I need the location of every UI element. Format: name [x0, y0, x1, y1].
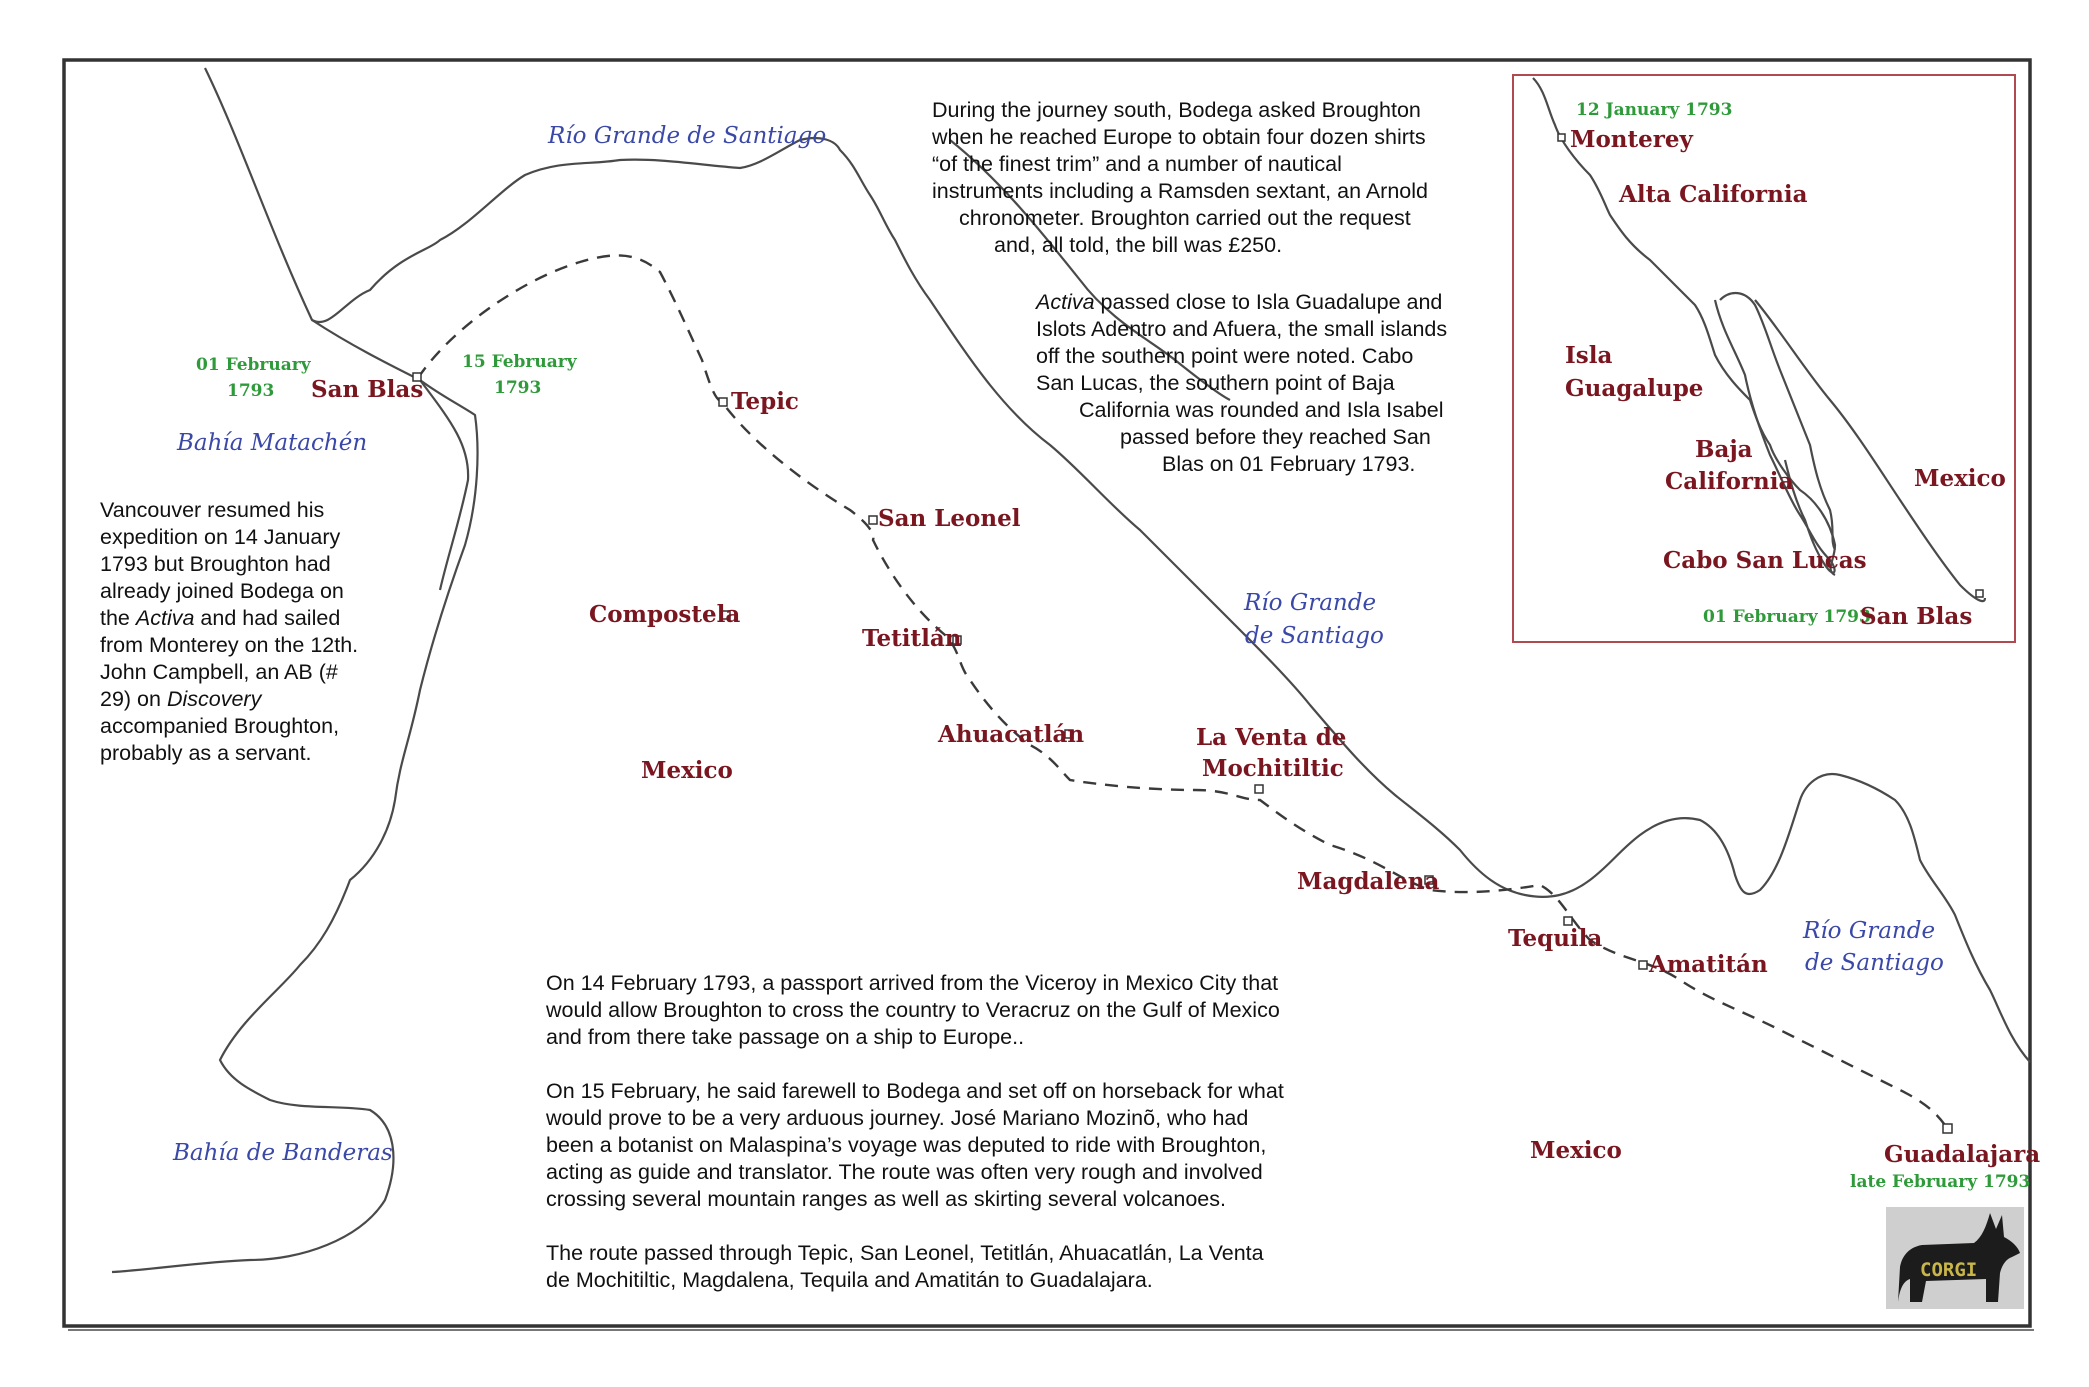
note-line: expedition on 14 January [100, 525, 341, 549]
note-line: passed before they reached San [1120, 425, 1431, 449]
town-marker-la-venta [1255, 785, 1263, 793]
inset-marker-san-blas [1976, 590, 1983, 597]
note-line: “of the finest trim” and a number of nautical [932, 152, 1342, 176]
note-line [100, 686, 440, 713]
label-san-blas: San Blas [311, 376, 424, 403]
logo-text: CORGI [1920, 1259, 1978, 1281]
label-magdalena: Magdalena [1297, 868, 1440, 895]
note-line: acting as guide and translator. The route was often very rough and involved [546, 1160, 1263, 1184]
note-line: would allow Broughton to cross the country to Veracruz on the Gulf of Mexico [546, 998, 1280, 1022]
note-line: been a botanist on Malaspina’s voyage was deputed to ride with Broughton, [546, 1133, 1267, 1157]
inset-marker-monterey [1558, 134, 1565, 141]
note-line: On 14 February 1793, a passport arrived from the Viceroy in Mexico City that [546, 971, 1279, 995]
label-compostela: Compostela [589, 601, 741, 628]
note-text: and had sailed [194, 606, 341, 630]
note-line: On 15 February, he said farewell to Bodega and set off on horseback for what [546, 1079, 1284, 1103]
note-line: Islots Adentro and Afuera, the small islands [1036, 317, 1448, 341]
date-late-feb: late February 1793 [1850, 1172, 2031, 1192]
note-line: and, all told, the bill was £250. [994, 233, 1283, 257]
inset-label-isla-2: Guagalupe [1565, 375, 1704, 402]
label-ahuacatlan: Ahuacatlán [938, 721, 1085, 748]
inset-label-baja-1: Baja [1695, 436, 1753, 463]
paragraph-gap [546, 1051, 1446, 1078]
label-san-leonel: San Leonel [878, 505, 1021, 532]
note-text: 29) on [100, 687, 167, 711]
note-line: already joined Bodega on [100, 579, 344, 603]
note-line: when he reached Europe to obtain four dozen shirts [932, 125, 1426, 149]
date-feb01-line2: 1793 [227, 381, 275, 401]
label-amatitan: Amatitán [1649, 951, 1768, 978]
corgi-logo [1886, 1207, 2024, 1309]
note-line: San Lucas, the southern point of Baja [1036, 371, 1395, 395]
town-marker-tequila [1564, 917, 1572, 925]
label-guadalajara: Guadalajara [1884, 1141, 2041, 1168]
note-line: accompanied Broughton, [100, 714, 340, 738]
note-line: chronometer. Broughton carried out the request [959, 206, 1411, 230]
date-feb15-line2: 1793 [494, 378, 542, 398]
label-mexico-west: Mexico [641, 757, 733, 784]
note-line: instruments including a Ramsden sextant, an Arnold [932, 179, 1428, 203]
note-line: de Mochitiltic, Magdalena, Tequila and Amatitán to Guadalajara. [546, 1268, 1153, 1292]
note-line: 1793 but Broughton had [100, 552, 331, 576]
note-line: would prove to be a very arduous journey. José Mariano Mozinõ, who had [546, 1106, 1249, 1130]
label-bahia-banderas: Bahía de Banderas [173, 1140, 393, 1166]
note-line: The route passed through Tepic, San Leonel, Tetitlán, Ahuacatlán, La Venta [546, 1241, 1264, 1265]
inset-map [1513, 75, 2015, 642]
note-line: off the southern point were noted. Cabo [1036, 344, 1414, 368]
label-rio-grande-right-2: de Santiago [1805, 950, 1944, 976]
town-marker-tepic [719, 398, 727, 406]
ship-name: Activa [135, 606, 195, 630]
note-passport-journey [546, 970, 1446, 1294]
ship-name: Discovery [166, 687, 262, 711]
note-line: probably as a servant. [100, 741, 312, 765]
corgi-dog-icon [1886, 1207, 2024, 1309]
inset-label-isla-1: Isla [1565, 342, 1613, 369]
ship-name: Activa [1036, 290, 1095, 314]
note-line: Blas on 01 February 1793. [1162, 452, 1416, 476]
note-line: John Campbell, an AB (# [100, 660, 338, 684]
label-tequila: Tequila [1508, 925, 1603, 952]
label-la-venta-1: La Venta de [1196, 724, 1347, 751]
note-line: from Monterey on the 12th. [100, 633, 359, 657]
date-feb15-line1: 15 February [462, 352, 577, 372]
note-activa-voyage [1036, 289, 1516, 478]
inset-label-mexico: Mexico [1914, 465, 2006, 492]
label-la-venta-2: Mochitiltic [1202, 755, 1344, 782]
label-rio-grande-mid-1: Río Grande [1244, 590, 1377, 616]
note-line: crossing several mountain ranges as well as skirting several volcanoes. [546, 1187, 1226, 1211]
date-feb01-line1: 01 February [196, 355, 311, 375]
note-line: California was rounded and Isla Isabel [1079, 398, 1444, 422]
town-marker-san-leonel [869, 516, 877, 524]
label-bahia-matachen: Bahía Matachén [177, 430, 368, 456]
note-text: the [100, 606, 136, 630]
inset-label-alta-california: Alta California [1619, 181, 1808, 208]
note-line: Vancouver resumed his [100, 498, 325, 522]
note-bodega-request [932, 97, 1492, 259]
label-tetitlan: Tetitlán [862, 625, 962, 652]
label-mexico-south: Mexico [1530, 1137, 1622, 1164]
note-text: passed close to Isla Guadalupe and [1094, 290, 1443, 314]
label-rio-grande-top: Río Grande de Santiago [548, 123, 827, 149]
paragraph-gap [546, 1213, 1446, 1240]
label-rio-grande-mid-2: de Santiago [1245, 623, 1384, 649]
note-line: During the journey south, Bodega asked Broughton [932, 98, 1421, 122]
town-marker-guadalajara [1943, 1124, 1952, 1133]
inset-label-san-blas: San Blas [1860, 603, 1973, 630]
town-marker-amatitan [1639, 961, 1647, 969]
note-vancouver [100, 497, 440, 767]
inset-date-feb: 01 February 1793 [1703, 607, 1871, 627]
inset-label-baja-2: California [1665, 468, 1794, 495]
label-tepic: Tepic [731, 388, 799, 415]
inset-date-jan: 12 January 1793 [1576, 100, 1733, 120]
note-line [1036, 289, 1516, 316]
inset-label-monterey: Monterey [1570, 126, 1693, 153]
note-line [100, 605, 440, 632]
label-rio-grande-right-1: Río Grande [1803, 918, 1936, 944]
inset-label-cabo: Cabo San Lucas [1663, 547, 1867, 574]
note-line: and from there take passage on a ship to Europe.. [546, 1025, 1025, 1049]
